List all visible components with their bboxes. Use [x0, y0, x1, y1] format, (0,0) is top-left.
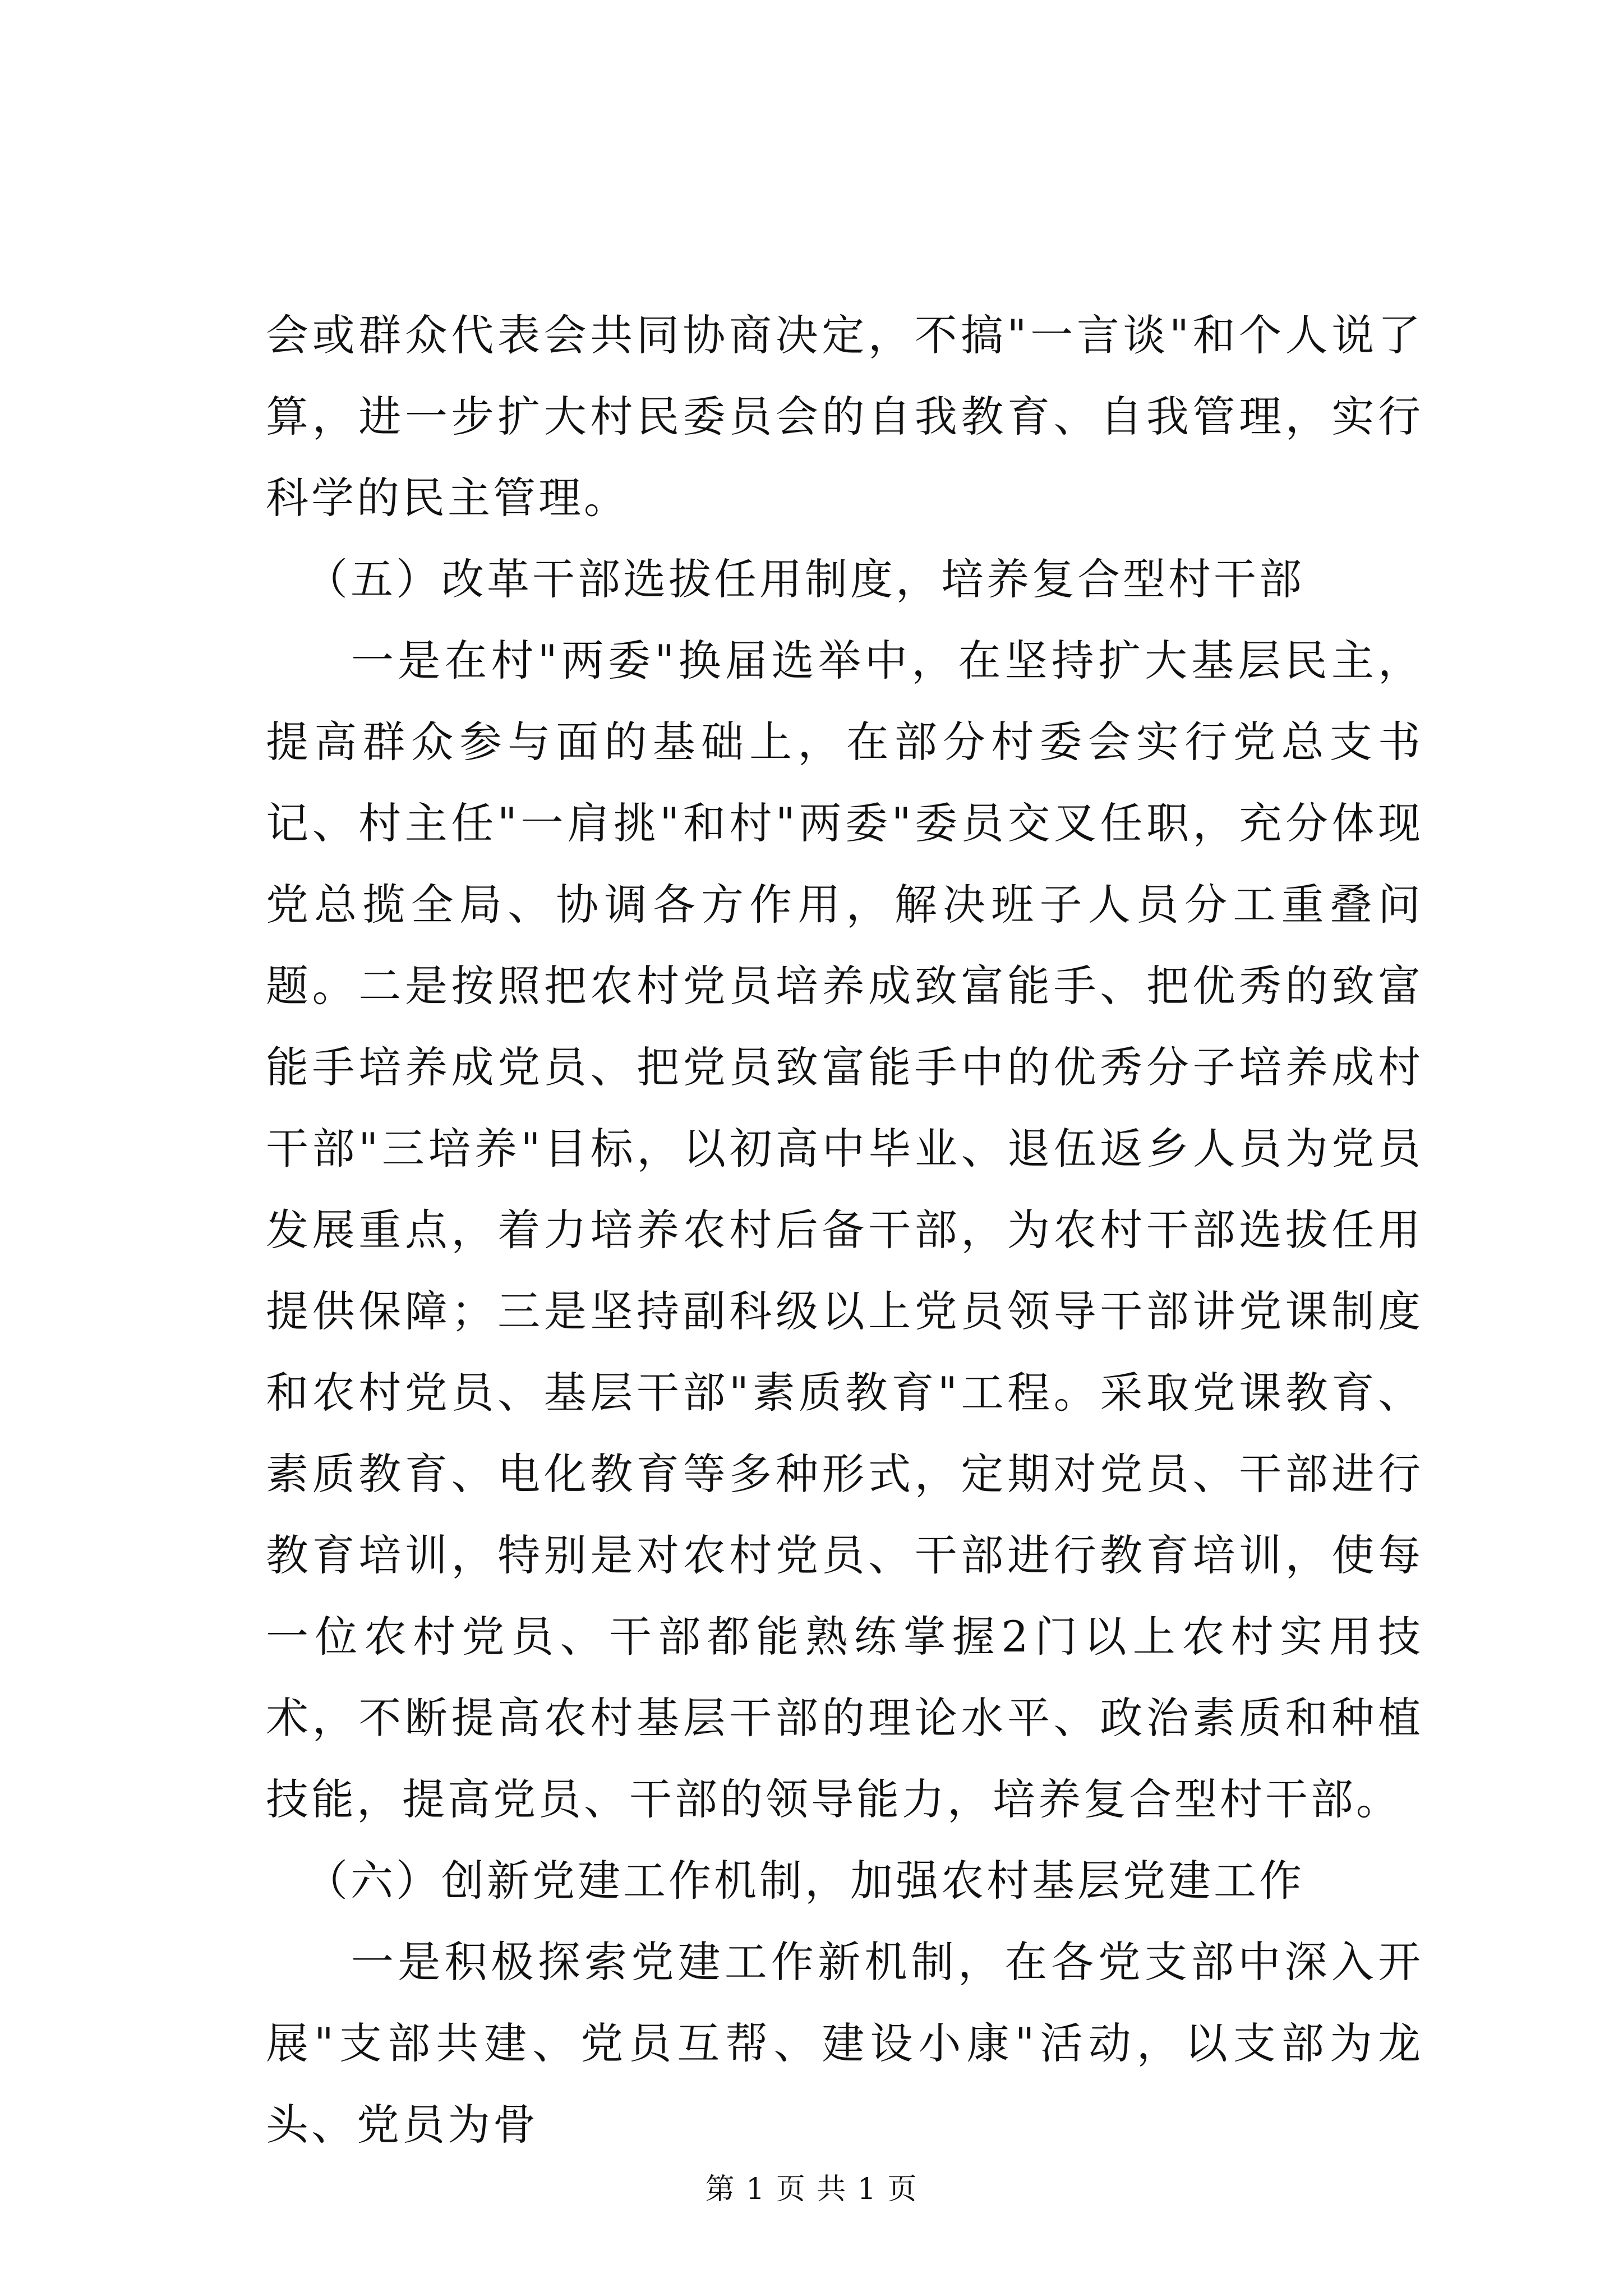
paragraph-section-6-body: 一是积极探索党建工作新机制，在各党支部中深入开展"支部共建、党员互帮、建设小康"活动，以支部为龙头、党员为骨: [266, 1937, 1423, 2150]
paragraph-continuation: 会或群众代表会共同协商决定，不搞"一言谈"和个人说了算，进一步扩大村民委员会的自我教育、自我管理，实行科学的民主管理。: [266, 310, 1423, 523]
page-footer: 第 1 页 共 1 页: [705, 2173, 918, 2206]
section-heading-6: （六）创新党建工作机制，加强农村基层党建工作: [305, 1856, 1304, 1906]
section-heading-5: （五）改革干部选拔任用制度，培养复合型村干部: [305, 554, 1304, 604]
document-body: [266, 295, 1423, 2165]
paragraph-section-5-body: 一是在村"两委"换届选举中，在坚持扩大基层民主，提高群众参与面的基础上，在部分村委会实行党总支书记、村主任"一肩挑"和村"两委"委员交叉任职，充分体现党总揽全局、协调各方作用，解决班子人员分工重叠问题。二是按照把农村党员培养成致富能手、把优秀的致富能手培养成党员、把党员致富能手中的优秀分子培养成村干部"三培养"目标，以初高中毕业、退伍返乡人员为党员发展重点，着力培养农村后备干部，为农村干部选拔任用提供保障；三是坚持副科级以上党员领导干部讲党课制度和农村党员、基层干部"素质教育"工程。采取党课教育、素质教育、电化教育等多种形式，定期对党员、干部进行教育培训，特别是对农村党员、干部进行教育培训，使每一位农村党员、干部都能熟练掌握2门以上农村实用技术，不断提高农村基层干部的理论水平、政治素质和种植技能，提高党员、干部的领导能力，培养复合型村干部。: [266, 636, 1423, 1824]
